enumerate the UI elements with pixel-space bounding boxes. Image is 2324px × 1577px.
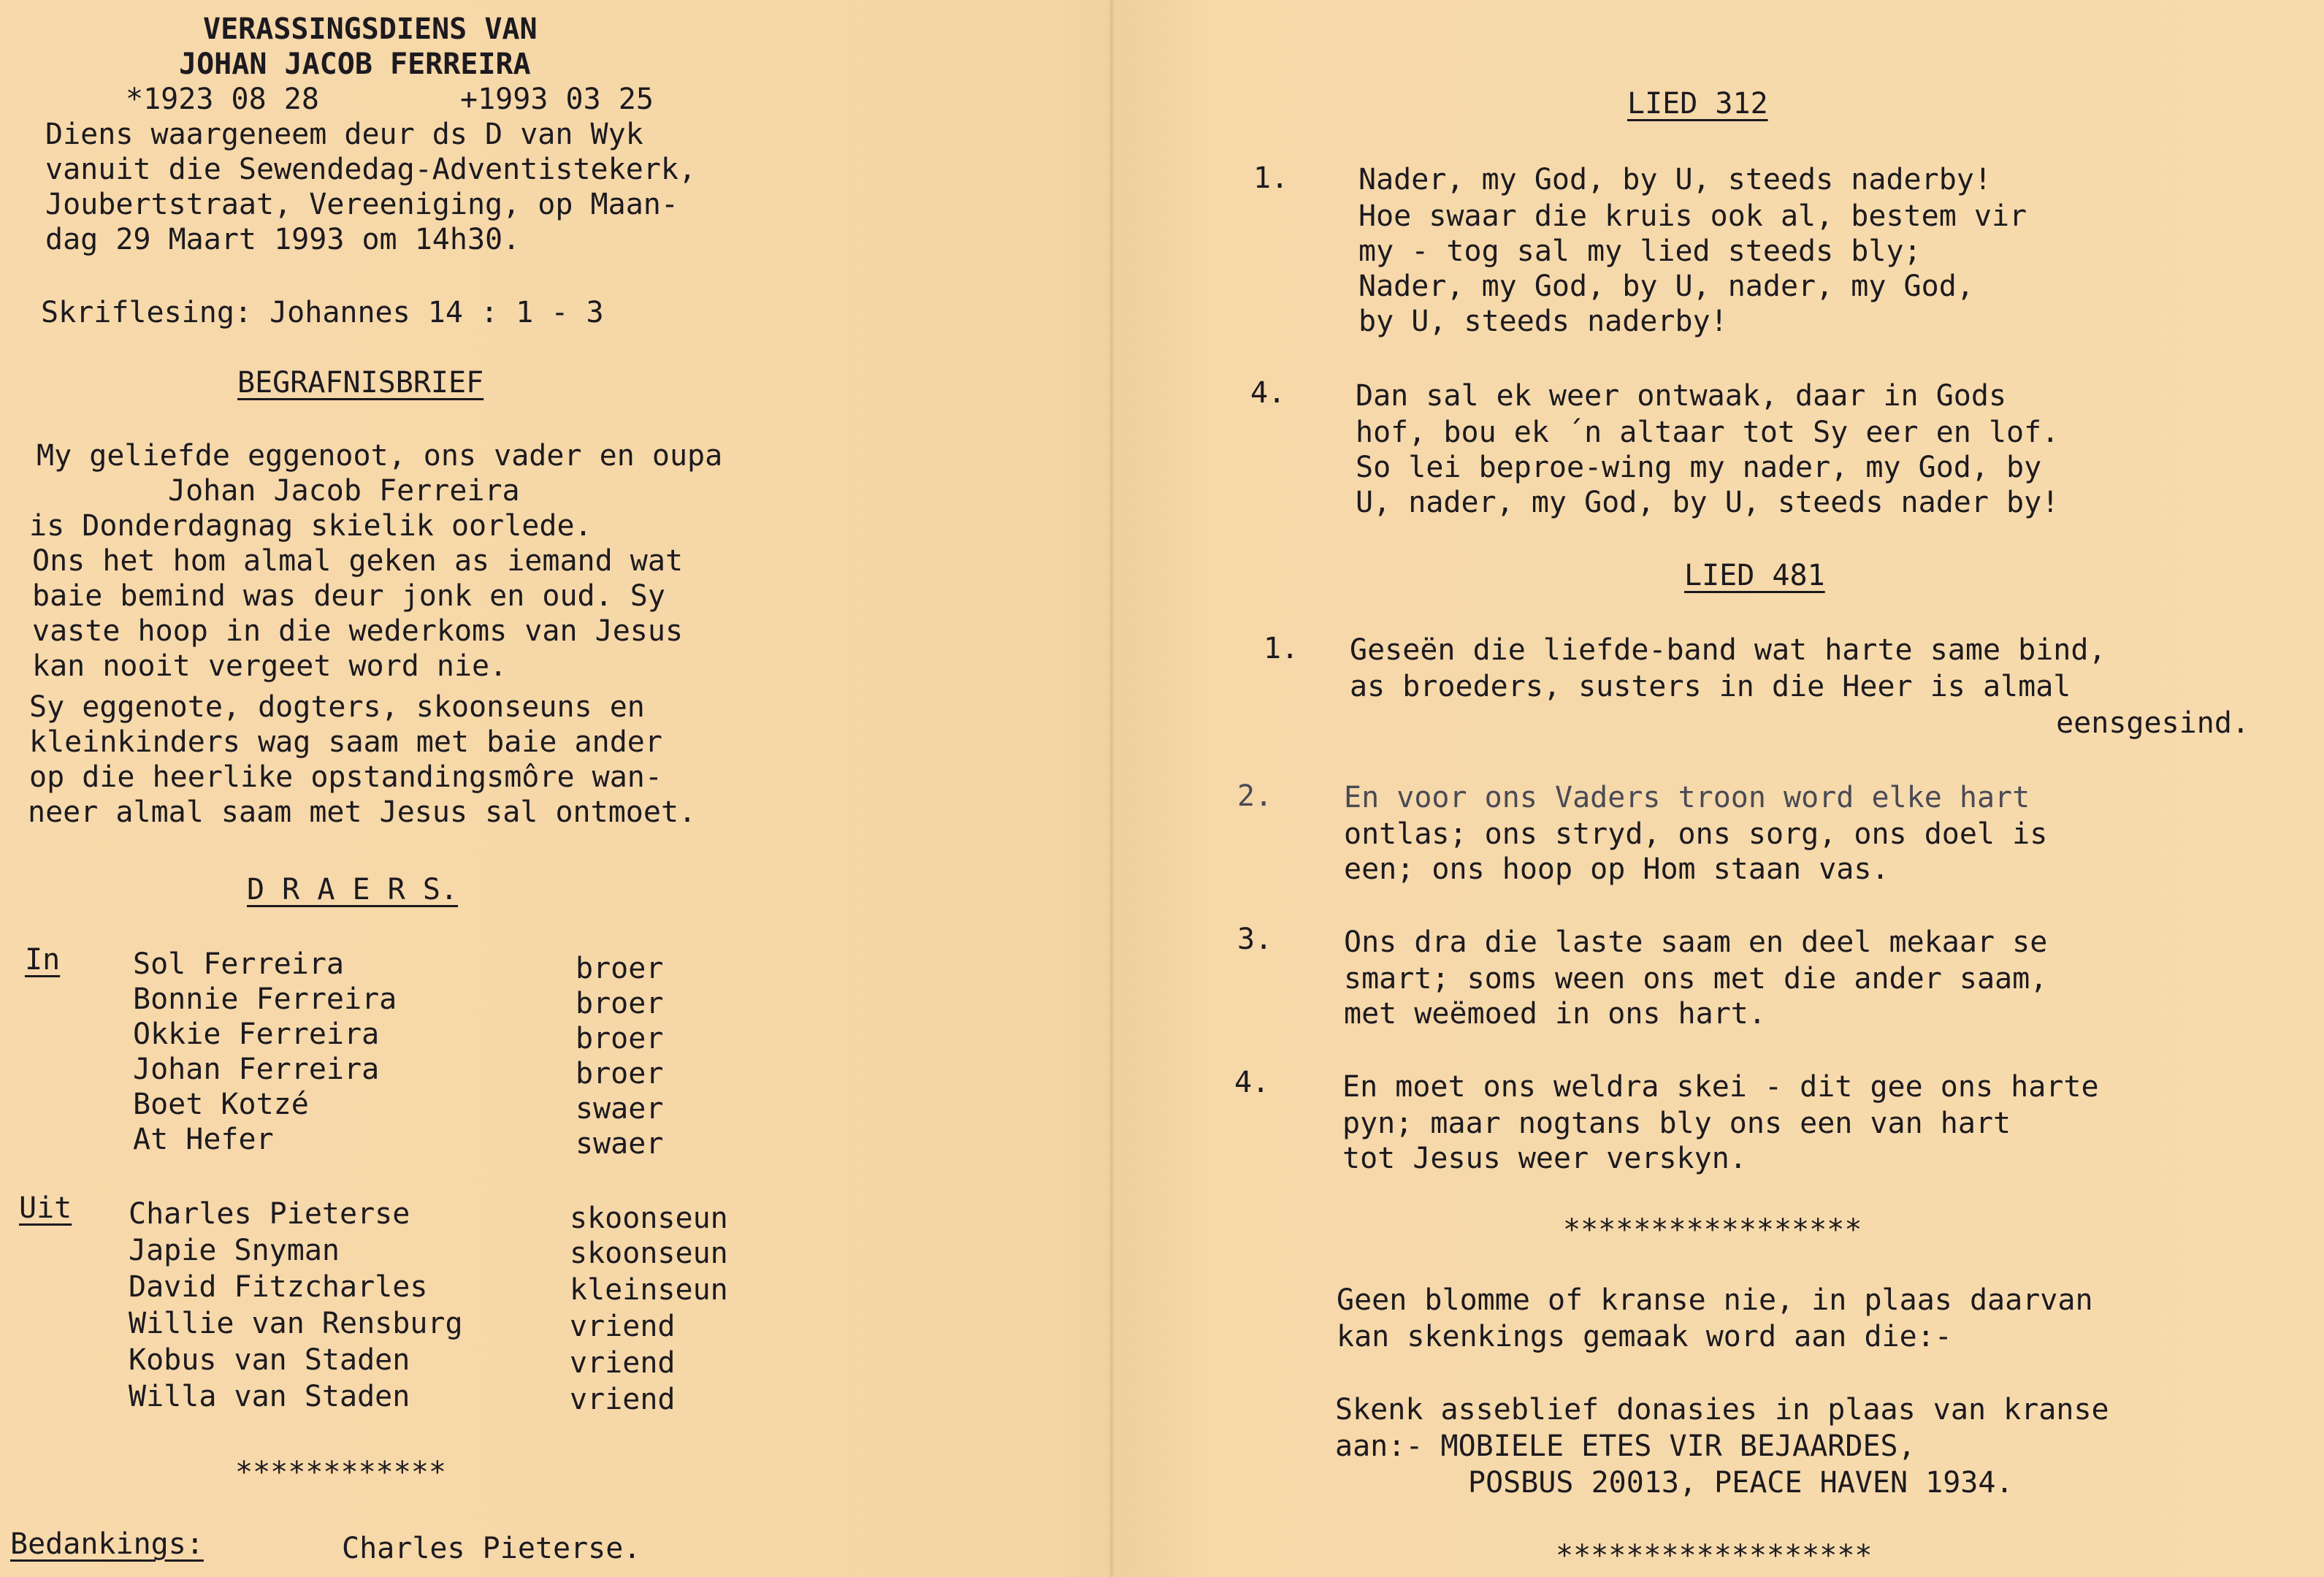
thanks-name: Charles Pieterse. xyxy=(342,1532,641,1565)
verse-line: tot Jesus weer verskyn. xyxy=(1342,1142,1747,1175)
verse-line: by U, steeds naderby! xyxy=(1358,305,1728,338)
service-line: vanuit die Sewendedag-Adventistekerk, xyxy=(45,153,697,186)
verse-line: smart; soms ween ons met die ander saam, xyxy=(1344,962,2048,996)
verse-line: pyn; maar nogtans bly ons een van hart xyxy=(1342,1107,2011,1140)
bearer-relation: broer xyxy=(576,1057,664,1091)
letter-line: neer almal saam met Jesus sal ontmoet. xyxy=(28,795,697,829)
bearer-relation: skoonseun xyxy=(570,1202,728,1235)
verse-line: Nader, my God, by U, steeds naderby! xyxy=(1358,163,1992,196)
bearer-name: Okkie Ferreira xyxy=(133,1017,380,1051)
donation-line: POSBUS 20013, PEACE HAVEN 1934. xyxy=(1468,1466,2014,1500)
verse-line: hof, bou ek ´n altaar tot Sy eer en lof. xyxy=(1356,416,2060,449)
letter-line: kan nooit vergeet word nie. xyxy=(32,649,508,683)
letter-line: vaste hoop in die wederkoms van Jesus xyxy=(32,614,684,648)
verse-line: En moet ons weldra skei - dit gee ons harte xyxy=(1342,1070,2099,1104)
verse-number: 2. xyxy=(1237,779,1273,813)
verse-line: Nader, my God, by U, nader, my God, xyxy=(1358,270,1974,303)
verse-line: Dan sal ek weer ontwaak, daar in Gods xyxy=(1356,379,2007,413)
separator-stars: ****************** xyxy=(1556,1539,1873,1573)
bearer-name: Boet Kotzé xyxy=(133,1088,309,1121)
bearer-relation: swaer xyxy=(576,1127,664,1161)
bearer-name: At Hefer xyxy=(133,1123,274,1156)
bearer-name: Sol Ferreira xyxy=(133,947,344,981)
scripture-reading: Skriflesing: Johannes 14 : 1 - 3 xyxy=(41,296,604,329)
verse-number: 1. xyxy=(1264,632,1299,665)
verse-line: En voor ons Vaders troon word elke hart xyxy=(1344,781,2030,814)
verse-number: 1. xyxy=(1253,161,1289,195)
verse-line: U, nader, my God, by U, steeds nader by! xyxy=(1356,486,2060,519)
letter-line: Ons het hom almal geken as iemand wat xyxy=(32,544,684,578)
bearer-relation: broer xyxy=(576,952,664,985)
letter-line: My geliefde eggenoot, ons vader en oupa xyxy=(37,439,723,473)
bearer-name: Willa van Staden xyxy=(129,1380,410,1413)
letter-line: Sy eggenote, dogters, skoonseuns en xyxy=(29,690,645,724)
bearer-relation: vriend xyxy=(570,1346,676,1380)
verse-number: 4. xyxy=(1234,1066,1270,1099)
verse-line: met weëmoed in ons hart. xyxy=(1344,997,1766,1031)
bearer-relation: skoonseun xyxy=(570,1237,728,1270)
in-label: In xyxy=(25,943,61,977)
bearer-name: Charles Pieterse xyxy=(129,1197,410,1231)
hymn-312-heading: LIED 312 xyxy=(1627,87,1768,121)
service-line: Diens waargeneem deur ds D van Wyk xyxy=(45,118,643,151)
donation-line: Skenk asseblief donasies in plaas van kranse xyxy=(1335,1393,2109,1427)
separator-stars: ***************** xyxy=(1563,1213,1862,1247)
death-date: +1993 03 25 xyxy=(460,83,654,116)
bearer-name: Johan Ferreira xyxy=(133,1053,380,1086)
verse-line: my - tog sal my lied steeds bly; xyxy=(1358,234,1922,268)
bearer-relation: broer xyxy=(576,1022,664,1055)
bearer-name: Willie van Rensburg xyxy=(129,1307,463,1340)
bearer-relation: vriend xyxy=(570,1310,676,1343)
title-line-1: VERASSINGSDIENS VAN xyxy=(203,12,538,46)
separator-stars: ************ xyxy=(235,1456,446,1489)
service-line: dag 29 Maart 1993 om 14h30. xyxy=(45,223,521,256)
letter-line: kleinkinders wag saam met baie ander xyxy=(29,725,662,759)
service-line: Joubertstraat, Vereeniging, op Maan- xyxy=(45,188,679,221)
verse-line: ontlas; ons stryd, ons sorg, ons doel is xyxy=(1344,817,2048,851)
verse-line: Geseën die liefde-band wat harte same bind, xyxy=(1350,633,2106,667)
verse-line: as broeders, susters in die Heer is almal xyxy=(1350,670,2071,703)
bearer-relation: broer xyxy=(576,987,664,1020)
title-line-2: JOHAN JACOB FERREIRA xyxy=(179,47,531,81)
letter-line: is Donderdagnag skielik oorlede. xyxy=(29,509,592,543)
hymn-481-heading: LIED 481 xyxy=(1684,559,1825,592)
verse-line: So lei beproe-wing my nader, my God, by xyxy=(1356,451,2042,484)
letter-heading: BEGRAFNISBRIEF xyxy=(237,366,484,400)
verse-line: Hoe swaar die kruis ook al, bestem vir xyxy=(1358,199,2027,233)
flowers-note-line: kan skenkings gemaak word aan die:- xyxy=(1337,1320,1952,1353)
bearer-name: Bonnie Ferreira xyxy=(133,982,397,1016)
birth-date: *1923 08 28 xyxy=(126,83,319,116)
verse-line: Ons dra die laste saam en deel mekaar se xyxy=(1344,925,2048,959)
bearer-name: David Fitzcharles xyxy=(129,1270,428,1304)
bearer-relation: kleinseun xyxy=(570,1273,728,1307)
page-fold xyxy=(1109,0,1115,1577)
uit-label: Uit xyxy=(19,1191,72,1225)
bearer-name: Kobus van Staden xyxy=(129,1343,410,1377)
letter-line: baie bemind was deur jonk en oud. Sy xyxy=(32,579,665,613)
verse-number: 3. xyxy=(1237,923,1273,956)
flowers-note-line: Geen blomme of kranse nie, in plaas daarvan xyxy=(1337,1283,2093,1317)
bearer-relation: swaer xyxy=(576,1092,664,1126)
verse-line: een; ons hoop op Hom staan vas. xyxy=(1344,852,1889,886)
letter-line: Johan Jacob Ferreira xyxy=(168,474,520,508)
bearer-name: Japie Snyman xyxy=(129,1234,340,1267)
letter-line: op die heerlike opstandingsmôre wan- xyxy=(29,760,662,794)
donation-line: aan:- MOBIELE ETES VIR BEJAARDES, xyxy=(1335,1429,1916,1463)
verse-number: 4. xyxy=(1250,376,1286,410)
bearer-relation: vriend xyxy=(570,1383,676,1416)
verse-line: eensgesind. xyxy=(2056,706,2250,740)
thanks-label: Bedankings: xyxy=(10,1527,204,1561)
bearers-heading: D R A E R S. xyxy=(247,873,458,906)
